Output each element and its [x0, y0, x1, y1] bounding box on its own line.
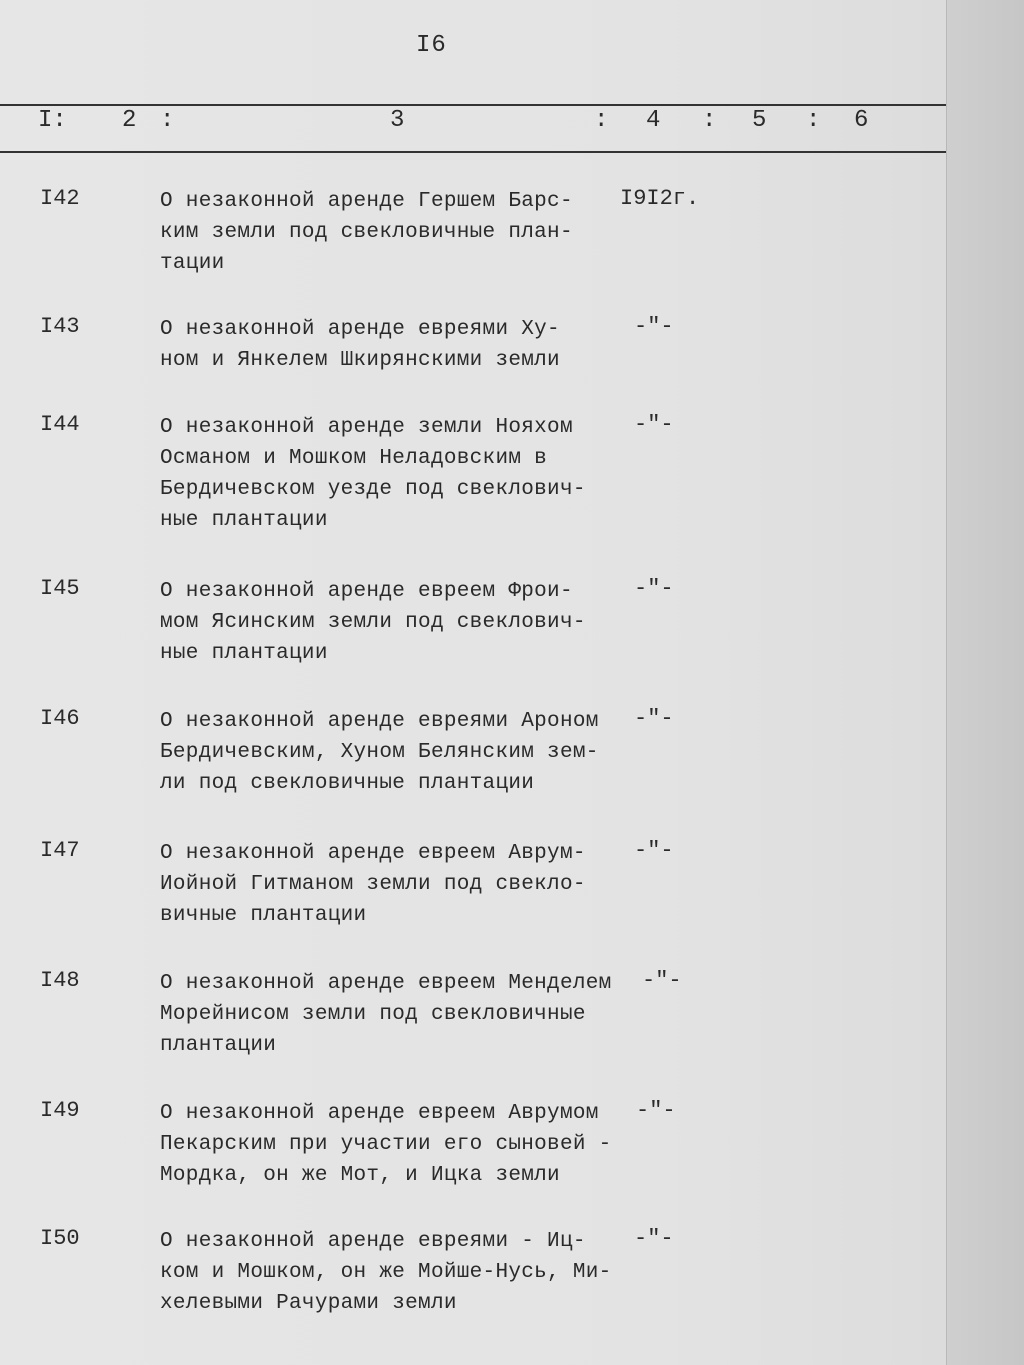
- header-col-5: 5: [752, 107, 767, 134]
- description-line: ким земли под свекловичные план-: [160, 221, 573, 244]
- entry-date: -"-: [634, 412, 674, 437]
- description-line: ные плантации: [160, 509, 328, 532]
- description-line: мом Ясинским земли под свеклович-: [160, 611, 586, 634]
- entry-date: -"-: [636, 1098, 676, 1123]
- entry-date: -"-: [634, 1226, 674, 1251]
- header-col-4: 4: [646, 107, 661, 134]
- description-line: Бердичевском уезде под свеклович-: [160, 478, 586, 501]
- entry-description: [160, 1226, 630, 1319]
- entry-number: I43: [40, 314, 80, 339]
- entry-description: [160, 706, 630, 799]
- entry-date: -"-: [634, 576, 674, 601]
- description-line: хелевыми Рачурами земли: [160, 1292, 457, 1315]
- entry-number: I50: [40, 1226, 80, 1251]
- entry-description: [160, 838, 630, 931]
- entry-number: I44: [40, 412, 80, 437]
- table-header-top-rule: [0, 104, 950, 106]
- description-line: О незаконной аренде евреем Фрои-: [160, 580, 573, 603]
- description-line: О незаконной аренде евреем Менделем: [160, 972, 612, 995]
- description-line: О незаконной аренде земли Нояхом: [160, 416, 573, 439]
- header-separator: :: [702, 107, 717, 134]
- description-line: О незаконной аренде евреями Ароном: [160, 710, 599, 733]
- description-line: Османом и Мошком Неладовским в: [160, 447, 548, 470]
- description-line: О незаконной аренде Гершем Барс-: [160, 190, 573, 213]
- description-line: О незаконной аренде евреями Ху-: [160, 318, 560, 341]
- entry-description: [160, 186, 630, 279]
- entry-number: I46: [40, 706, 80, 731]
- header-col-1: I:: [38, 107, 67, 134]
- description-line: плантации: [160, 1034, 277, 1057]
- description-line: О незаконной аренде евреями - Иц-: [160, 1230, 586, 1253]
- description-line: ном и Янкелем Шкирянскими земли: [160, 349, 560, 372]
- entry-date: -"-: [634, 838, 674, 863]
- header-col-3: 3: [390, 107, 405, 134]
- description-line: ли под свекловичные плантации: [160, 772, 535, 795]
- description-line: тации: [160, 252, 225, 275]
- description-line: Пекарским при участии его сыновей -: [160, 1133, 612, 1156]
- table-header-bottom-rule: [0, 151, 950, 153]
- entry-description: [160, 412, 630, 536]
- description-line: Мордка, он же Мот, и Ицка земли: [160, 1164, 560, 1187]
- header-col-2: 2: [122, 107, 137, 134]
- description-line: Иойной Гитманом земли под свекло-: [160, 873, 586, 896]
- page-number: I6: [416, 32, 447, 59]
- entry-date: I9I2г.: [620, 186, 700, 211]
- entry-number: I42: [40, 186, 80, 211]
- entry-number: I49: [40, 1098, 80, 1123]
- entry-date: -"-: [642, 968, 682, 993]
- description-line: вичные плантации: [160, 904, 367, 927]
- next-page-edge: [946, 0, 1024, 1365]
- description-line: О незаконной аренде евреем Аврумом: [160, 1102, 599, 1125]
- entry-description: [160, 968, 630, 1061]
- entry-date: -"-: [634, 706, 674, 731]
- entry-number: I45: [40, 576, 80, 601]
- entry-number: I47: [40, 838, 80, 863]
- header-col-6: 6: [854, 107, 869, 134]
- description-line: Бердичевским, Хуном Белянским зем-: [160, 741, 599, 764]
- entry-description: [160, 314, 630, 376]
- description-line: О незаконной аренде евреем Аврум-: [160, 842, 586, 865]
- description-line: Морейнисом земли под свекловичные: [160, 1003, 586, 1026]
- header-separator: :: [160, 107, 175, 134]
- header-separator: :: [594, 107, 609, 134]
- entry-description: [160, 1098, 630, 1191]
- description-line: ком и Мошком, он же Мойше-Нусь, Ми-: [160, 1261, 612, 1284]
- description-line: ные плантации: [160, 642, 328, 665]
- entry-date: -"-: [634, 314, 674, 339]
- entry-number: I48: [40, 968, 80, 993]
- header-separator: :: [806, 107, 821, 134]
- entry-description: [160, 576, 630, 669]
